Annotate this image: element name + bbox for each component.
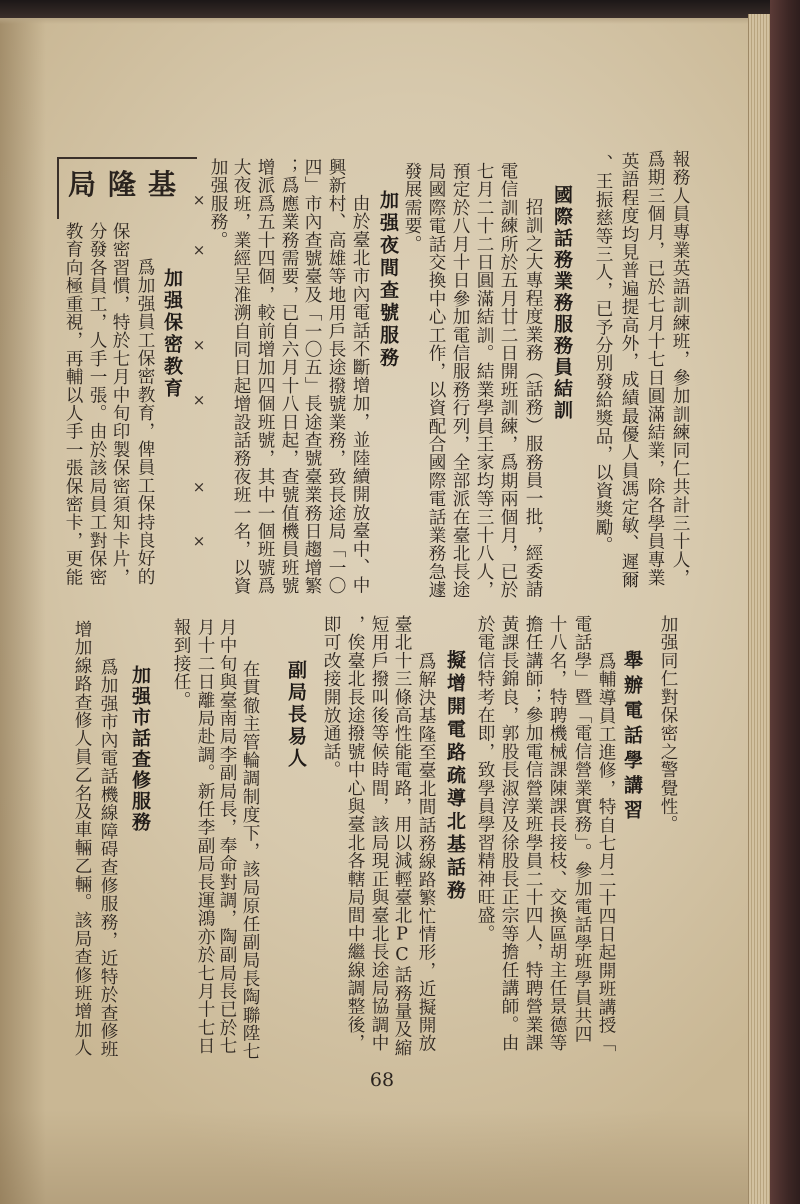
article-line: 發展需要。 (402, 162, 422, 253)
article-line: 臺北十三條高性能電路，用以減輕臺北PC話務量及縮 (392, 615, 412, 1057)
article-line: ，俟臺北長途撥號中心與臺北各轄局間中繼線調整後， (345, 615, 365, 1052)
article-line: 預定於八月十日參加電信服務行列，全部派在臺北長途 (450, 162, 470, 599)
article-line: 英語程度均見普遍提高外，成績最優人員馮定敏、遲爾 (619, 152, 639, 589)
article-heading: 加强夜間查號服務 (377, 190, 399, 370)
article-line: 黃課長錦良，郭股長淑淳及徐股長正宗等擔任講師。由 (499, 615, 519, 1052)
article-line: 電信訓練所於五月廿二日開班訓練，爲期兩個月，已於 (498, 162, 518, 599)
article-line: 保密習慣，特於七月中旬印製保密須知卡片， (110, 222, 130, 586)
article-line: 四」市內查號臺及「一〇五」長途查號臺業務日趨增繁 (302, 158, 322, 595)
page-number: 68 (369, 1069, 395, 1091)
article-line: 分發各員工，人手一張。由於該局員工對保密 (87, 222, 107, 586)
article-line: 教育向極重視，再輔以人手一張保密卡，更能 (63, 222, 83, 586)
article-line: 加强服務。 (208, 158, 228, 249)
article-line: 增加線路查修人員乙名及車輛乙輛。該局查修班增加人 (72, 620, 92, 1057)
article-heading: 舉辦電話學講習 (621, 650, 643, 825)
article-line: 增派爲五十四個，較前增加四個班號，其中一個班號爲 (255, 158, 275, 595)
section-divider-mark: × (192, 532, 206, 550)
article-line: 爲加强員工保密教育，俾員工保持良好的 (135, 258, 155, 586)
section-divider-mark: × (192, 241, 206, 259)
article-line: 月中旬與臺南局李副局長，奉命對調，陶副局長已於七 (217, 618, 237, 1055)
article-line: 爲輔導員工進修，特自七月二十四日起開班講授「 (596, 652, 616, 1053)
page-edge-stack (748, 14, 770, 1204)
article-line: 招訓之大專程度業務（話務）服務員一批，經委請 (523, 198, 543, 599)
article-line: 興新村、高雄等地用戶長途撥號業務，致長途局「一〇 (326, 158, 346, 595)
article-line: 在貫徹主管輪調制度下，該局原任副局長陶聯陞七 (240, 660, 260, 1061)
article-heading: 擬增開電路疏導北基話務 (444, 650, 466, 903)
article-line: 大夜班，業經呈准溯自同日起增設話務夜班一名，以資 (231, 158, 251, 595)
article-line: 七月二十二日圓滿結訓。結業學員王家均等三十八人， (474, 162, 494, 599)
article-line: 爲期三個月，已於七月十七日圓滿結業，除各學員專業 (645, 150, 665, 587)
page-bottom-shadow (0, 1110, 750, 1204)
article-line: 即可改接開放通話。 (321, 615, 341, 779)
section-divider-mark: × (192, 391, 206, 409)
article-line: 爲解決基隆至臺北間話務線路繁忙情形，近擬開放 (416, 652, 436, 1053)
section-divider-mark: × (192, 191, 206, 209)
page-top-edge (0, 17, 750, 24)
article-line: 報到接任。 (171, 618, 191, 709)
article-line: 月十二日離局赴調。新任李副局長運鴻亦於七月十七日 (195, 618, 215, 1055)
article-line: 由於臺北市內電話不斷增加，並陸續開放臺中、中 (350, 194, 370, 595)
book-cover-top-edge (0, 0, 800, 18)
bureau-name: 基隆局 (67, 168, 188, 201)
article-line: 短用戶撥叫後等候時間，該局現正與臺北長途局協調中 (369, 615, 389, 1052)
page-gutter-shadow (0, 16, 46, 1204)
section-divider-mark: × (192, 478, 206, 496)
article-heading: 加强市話查修服務 (129, 665, 151, 833)
article-line: 十八名，特聘機械課陳課長接枝、交換區胡主任景德等 (547, 615, 567, 1052)
article-line: 爲加强市內電話機線障碍查修服務，近特於查修班 (98, 658, 118, 1059)
article-heading: 加强保密教育 (161, 268, 183, 400)
article-heading: 國際話務業務服務員結訓 (551, 185, 573, 422)
article-heading: 副局長易人 (285, 660, 307, 770)
article-line: ；爲應業務需要，已自六月十八日起，查號值機員班號 (279, 158, 299, 595)
section-divider-mark: × (192, 336, 206, 354)
book-cover-right-edge (770, 0, 800, 1204)
article-line: 、王振慈等三人，已予分別發給獎品，以資獎勵。 (593, 154, 613, 555)
article-line: 電話學」暨「電信營業實務」。參加電話學班學員共四 (572, 615, 592, 1043)
article-line: 於電信特考在即，致學員學習精神旺盛。 (475, 615, 495, 943)
article-line: 局國際電話交換中心工作，以資配合國際電話業務急遽 (426, 162, 446, 599)
article-line: 報務人員專業英語訓練班，參加訓練同仁共計三十人， (670, 150, 690, 587)
article-line: 加强同仁對保密之警覺性。 (658, 615, 678, 834)
article-line: 擔任講師；參加電信營業班學員二十四人，特聘營業課 (523, 615, 543, 1052)
